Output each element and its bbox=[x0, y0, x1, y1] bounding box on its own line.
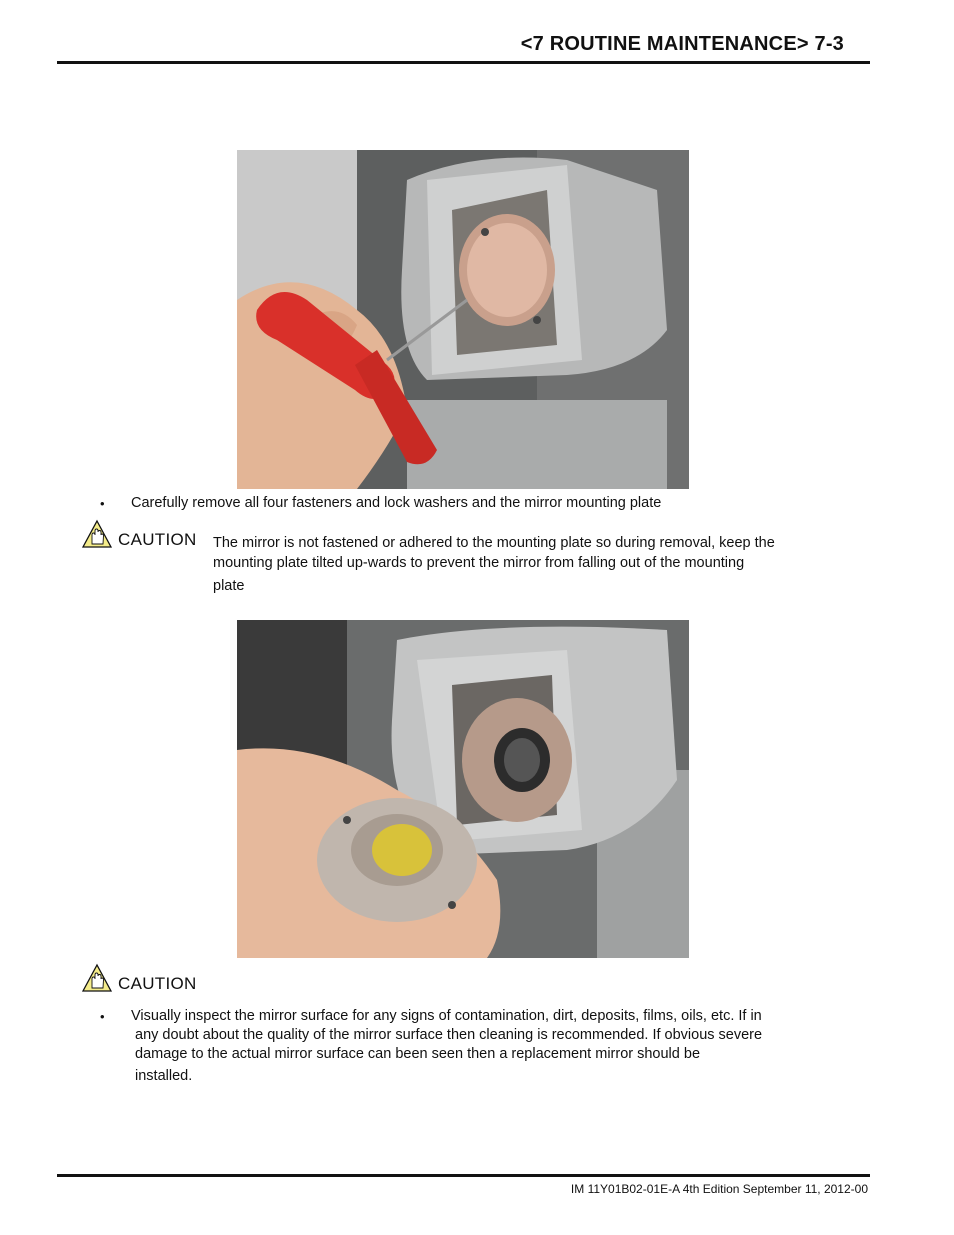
caution-block-1 bbox=[82, 519, 197, 549]
photo-removing-fasteners bbox=[237, 150, 689, 489]
page-header-title: <7 ROUTINE MAINTENANCE> 7-3 bbox=[520, 33, 844, 55]
paragraph-line: Visually inspect the mirror surface for any signs of contamination, dirt, deposits, films, oils, etc. If in bbox=[131, 1008, 762, 1024]
caution-label: CAUTION bbox=[118, 974, 197, 993]
caution-text-line: The mirror is not fastened or adhered to the mounting plate so during removal, keep the bbox=[213, 535, 775, 551]
inspect-mirror-paragraph bbox=[131, 1007, 831, 1086]
document-footer: IM 11Y01B02-01E-A 4th Edition September 11, 2012-00 bbox=[570, 1182, 868, 1196]
paragraph-line: installed. bbox=[135, 1068, 193, 1084]
caution-block-2 bbox=[82, 963, 197, 993]
footer-rule bbox=[57, 1174, 870, 1177]
paragraph-line: any doubt about the quality of the mirror surface then cleaning is recommended. If obvious severe bbox=[135, 1027, 763, 1043]
step-remove-fasteners-text: Carefully remove all four fasteners and lock washers and the mirror mounting plate bbox=[131, 495, 662, 511]
caution-hand-icon bbox=[82, 519, 112, 549]
caution-hand-icon bbox=[82, 963, 112, 993]
header-rule bbox=[57, 61, 870, 64]
caution-text-line: mounting plate tilted up-wards to prevent the mirror from falling out of the mounting bbox=[213, 555, 745, 571]
caution-label: CAUTION bbox=[118, 530, 197, 549]
photo-mirror-plate-removed bbox=[237, 620, 689, 958]
caution-text-1 bbox=[213, 533, 833, 596]
caution-text-line: plate bbox=[213, 578, 245, 594]
bullet-marker: • bbox=[100, 1009, 105, 1024]
paragraph-line: damage to the actual mirror surface can been seen then a replacement mirror should be bbox=[135, 1046, 701, 1062]
bullet-marker: • bbox=[100, 496, 105, 511]
